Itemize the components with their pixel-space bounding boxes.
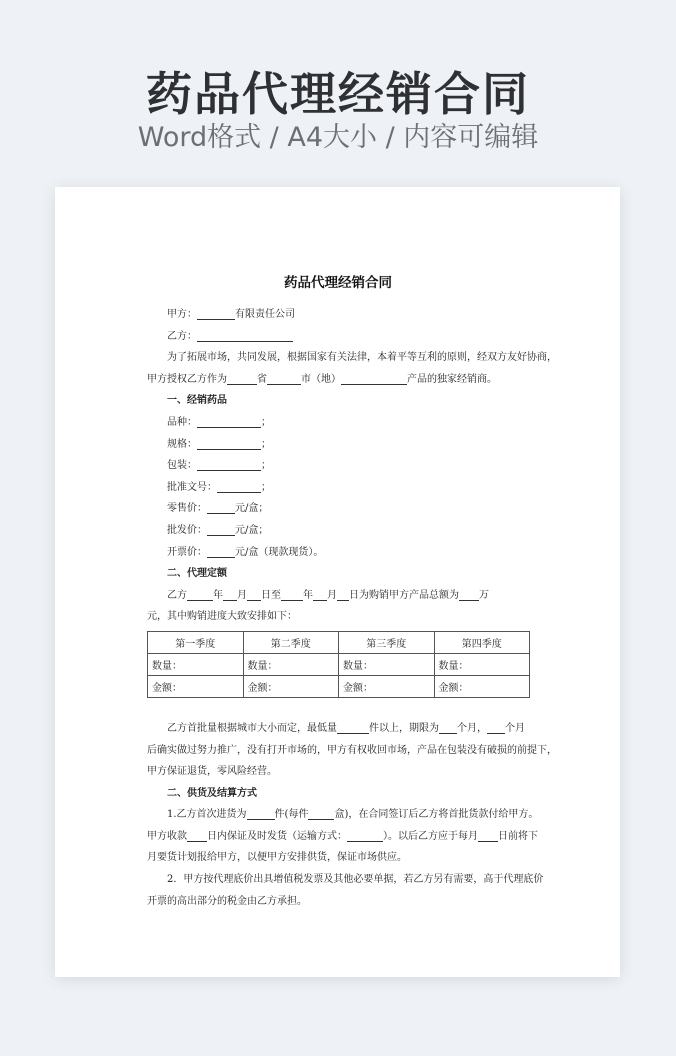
text-span: ； [261, 460, 271, 472]
text-span: 乙方首批量根据城市大小而定，最低量 [167, 722, 337, 734]
text-span: 1.乙方首次进货为 [167, 809, 247, 821]
text-span: 个月， [457, 722, 487, 734]
text-span: 年 [303, 589, 313, 601]
blank-field [197, 329, 293, 342]
text-span: 日内保证及时发货（运输方式： [207, 830, 347, 842]
text-span: 年 [213, 589, 223, 601]
text-span: 元/盒； [235, 503, 269, 515]
text-span: ）。以后乙方应于每月 [383, 830, 478, 842]
paragraph-line [147, 804, 539, 826]
blank-field [247, 807, 275, 820]
text-span: 产品的独家经销商。 [407, 373, 497, 385]
blank-field [308, 807, 334, 820]
price-line [147, 542, 529, 564]
paragraph-line [147, 826, 538, 848]
party-a-suffix: 有限责任公司 [235, 309, 295, 320]
text-span: ； [261, 438, 271, 450]
price-line [147, 498, 529, 520]
party-a-label: 甲方： [167, 309, 197, 320]
table-header-cell: 第一季度 [148, 631, 244, 653]
text-span: 元/盒； [235, 524, 269, 536]
table-cell: 数量： [243, 653, 339, 675]
blank-field [439, 721, 457, 734]
text-span: 日前将下 [498, 830, 538, 842]
table-row [148, 653, 530, 675]
intro-line-2 [147, 369, 529, 391]
text-span: 日至 [261, 589, 281, 601]
quota-line-2: 元，其中购销进度大致安排如下： [147, 611, 297, 623]
document-title: 药品代理经销合同 [284, 275, 392, 291]
field-line [147, 412, 529, 434]
text-span: 省 [257, 373, 267, 385]
text-span: 万 [479, 589, 489, 601]
table-cell: 数量： [148, 653, 244, 675]
blank-field [217, 480, 261, 493]
text-span: 个月 [505, 722, 525, 734]
section-heading: 二、代理定额 [167, 568, 227, 580]
blank-field [187, 829, 207, 842]
section-heading: 一、经销药品 [167, 395, 227, 407]
paragraph-line: 月要货计划报给甲方，以便甲方安排供货，保证市场供应。 [147, 852, 407, 864]
table-cell: 金额： [148, 675, 244, 697]
quota-line-1 [147, 585, 529, 607]
table-cell: 金额： [434, 675, 530, 697]
table-header-cell: 第四季度 [434, 631, 530, 653]
page-subtitle: Word格式 / A4大小 / 内容可编辑 [137, 122, 539, 153]
table-cell: 数量： [339, 653, 435, 675]
text-span: 甲方授权乙方作为 [147, 373, 227, 385]
document-body [147, 272, 557, 912]
blank-field [223, 588, 237, 601]
blank-field [459, 588, 479, 601]
paragraph-line: 甲方保证退货，零风险经营。 [147, 766, 277, 778]
table-cell: 金额： [339, 675, 435, 697]
table-header-cell: 第三季度 [339, 631, 435, 653]
intro-line-1: 为了拓展市场，共同发展，根据国家有关法律，本着平等互利的原则，经双方友好协商， [167, 352, 557, 364]
text-span: 盒)，在合同签订后乙方将首批货款付给甲方。 [334, 809, 539, 821]
blank-field [347, 829, 383, 842]
party-b-label: 乙方： [167, 330, 197, 342]
text-span: 月 [327, 589, 337, 601]
blank-field [337, 721, 369, 734]
blank-field [337, 588, 349, 601]
blank-field [247, 588, 261, 601]
field-label: 零售价： [167, 503, 207, 515]
blank-field [341, 372, 407, 385]
paragraph-line: 2．甲方按代理底价出具增值税发票及其他必要单据，若乙方另有需要，高于代理底价 [167, 874, 544, 886]
field-label: 包装： [167, 460, 197, 472]
blank-field [478, 829, 498, 842]
text-span: 甲方收款 [147, 830, 187, 842]
party-a-line [147, 304, 529, 326]
table-row [148, 675, 530, 697]
field-line [147, 434, 529, 456]
blank-field [197, 415, 261, 428]
paragraph-line [147, 718, 529, 740]
blank-field [227, 372, 257, 385]
text-span: 日为购销甲方产品总额为 [349, 589, 459, 601]
table-cell: 金额： [243, 675, 339, 697]
table-cell: 数量： [434, 653, 530, 675]
blank-field [207, 545, 235, 558]
blank-field [207, 501, 235, 514]
blank-field [207, 523, 235, 536]
field-label: 批准文号： [167, 481, 217, 493]
blank-field [197, 458, 261, 471]
paragraph-line: 后确实做过努力推广，没有打开市场的，甲方有权收回市场，产品在包装没有破损的前提下， [147, 744, 557, 756]
field-line [147, 477, 529, 499]
page-title: 药品代理经销合同 [146, 67, 530, 121]
text-span: 元/盒（现款现货）。 [235, 546, 324, 558]
quarterly-table [147, 631, 530, 698]
blank-field [267, 372, 301, 385]
blank-field [313, 588, 327, 601]
text-span: 件以上，期限为 [369, 722, 439, 734]
field-label: 批发价： [167, 524, 207, 536]
text-span: 乙方 [167, 589, 187, 601]
blank-field [197, 307, 235, 320]
field-line [147, 455, 529, 477]
text-span: ； [261, 481, 271, 493]
party-b-line [147, 326, 529, 348]
section-heading: 二、供货及结算方式 [167, 787, 257, 799]
text-span: 月 [237, 589, 247, 601]
text-span: 件(每件 [274, 809, 309, 821]
document-page [55, 187, 620, 977]
field-label: 品种： [167, 416, 197, 428]
price-line [147, 520, 529, 542]
blank-field [187, 588, 213, 601]
field-label: 开票价： [167, 546, 207, 558]
paragraph-line: 开票的高出部分的税金由乙方承担。 [147, 895, 307, 907]
text-span: 市（地） [301, 373, 341, 385]
blank-field [487, 721, 505, 734]
table-header-cell: 第二季度 [243, 631, 339, 653]
blank-field [197, 437, 261, 450]
blank-field [281, 588, 303, 601]
table-header-row [148, 631, 530, 653]
field-label: 规格： [167, 438, 197, 450]
text-span: ； [261, 416, 271, 428]
